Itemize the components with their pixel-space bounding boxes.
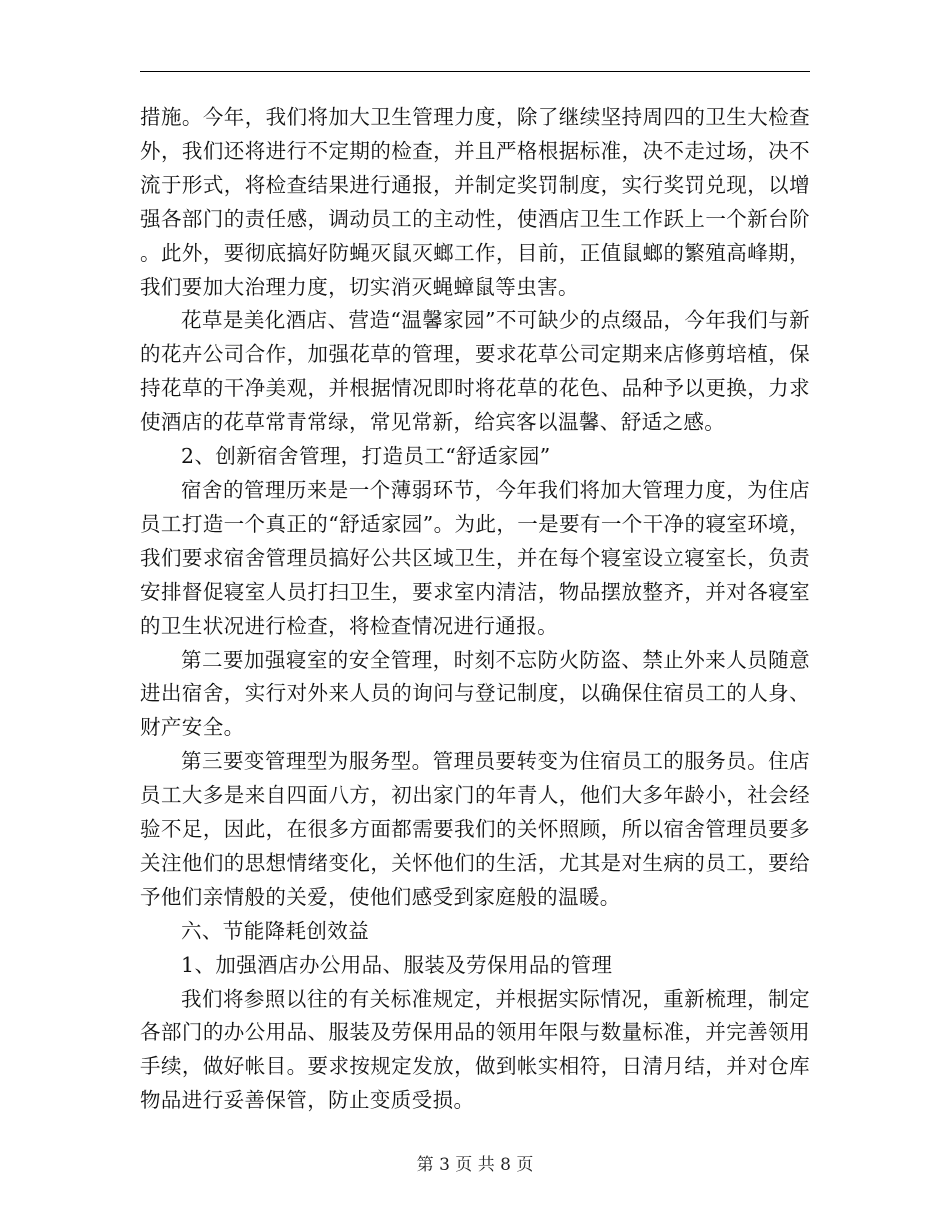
heading-office-supplies: 1、加强酒店办公用品、服装及劳保用品的管理 <box>181 952 613 977</box>
paragraph-flowers-plants: 花草是美化酒店、营造“温馨家园”不可缺少的点缀品，今年我们与新的花卉公司合作，加强花草的管理，要求花草公司定期来店修剪培植，保持花草的干净美观，并根据情况即时将花草的花色、品种予以更换，力求使酒店的花草常青常绿，常见常新，给宾客以温馨、舒适之感。 <box>140 308 810 435</box>
paragraph-hygiene-inspection: 措施。今年，我们将加大卫生管理力度，除了继续坚持周四的卫生大检查外，我们还将进行不定期的检查，并且严格根据标准，决不走过场，决不流于形式，将检查结果进行通报，并制定奖罚制度，实行奖罚兑现，以增强各部门的责任感，调动员工的主动性，使酒店卫生工作跃上一个新台阶。此外，要彻底搞好防蝇灭鼠灭螂工作，目前，正值鼠螂的繁殖高峰期，我们要加大治理力度，切实消灭蝇蟑鼠等虫害。 <box>140 105 810 299</box>
paragraph-dormitory-safety: 第二要加强寝室的安全管理，时刻不忘防火防盗、禁止外来人员随意进出宿舍，实行对外来人员的询问与登记制度，以确保住宿员工的人身、财产安全。 <box>140 647 810 740</box>
document-body <box>140 101 810 1118</box>
heading-dormitory-management: 2、创新宿舍管理，打造员工“舒适家园” <box>181 444 551 469</box>
header-rule <box>140 71 810 72</box>
page-number: 第 3 页 共 8 页 <box>416 1155 534 1175</box>
paragraph-service-oriented: 第三要变管理型为服务型。管理员要转变为住宿员工的服务员。住店员工大多是来自四面八方，初出家门的年青人，他们大多年龄小，社会经验不足，因此，在很多方面都需要我们的关怀照顾，所以宿舍管理员要多关注他们的思想情绪变化，关怀他们的生活，尤其是对生病的员工，要给予他们亲情般的关爱，使他们感受到家庭般的温暖。 <box>140 749 810 909</box>
heading-energy-saving: 六、节能降耗创效益 <box>181 918 370 943</box>
paragraph-dormitory-environment: 宿舍的管理历来是一个薄弱环节，今年我们将加大管理力度，为住店员工打造一个真正的“舒适家园”。为此，一是要有一个干净的寝室环境，我们要求宿舍管理员搞好公共区域卫生，并在每个寝室设立寝室长，负责安排督促寝室人员打扫卫生，要求室内清洁，物品摆放整齐，并对各寝室的卫生状况进行检查，将检查情况进行通报。 <box>140 477 810 638</box>
paragraph-supplies-standards: 我们将参照以往的有关标准规定，并根据实际情况，重新梳理，制定各部门的办公用品、服装及劳保用品的领用年限与数量标准，并完善领用手续，做好帐目。要求按规定发放，做到帐实相符，日清月结，并对仓库物品进行妥善保管，防止变质受损。 <box>140 986 810 1113</box>
